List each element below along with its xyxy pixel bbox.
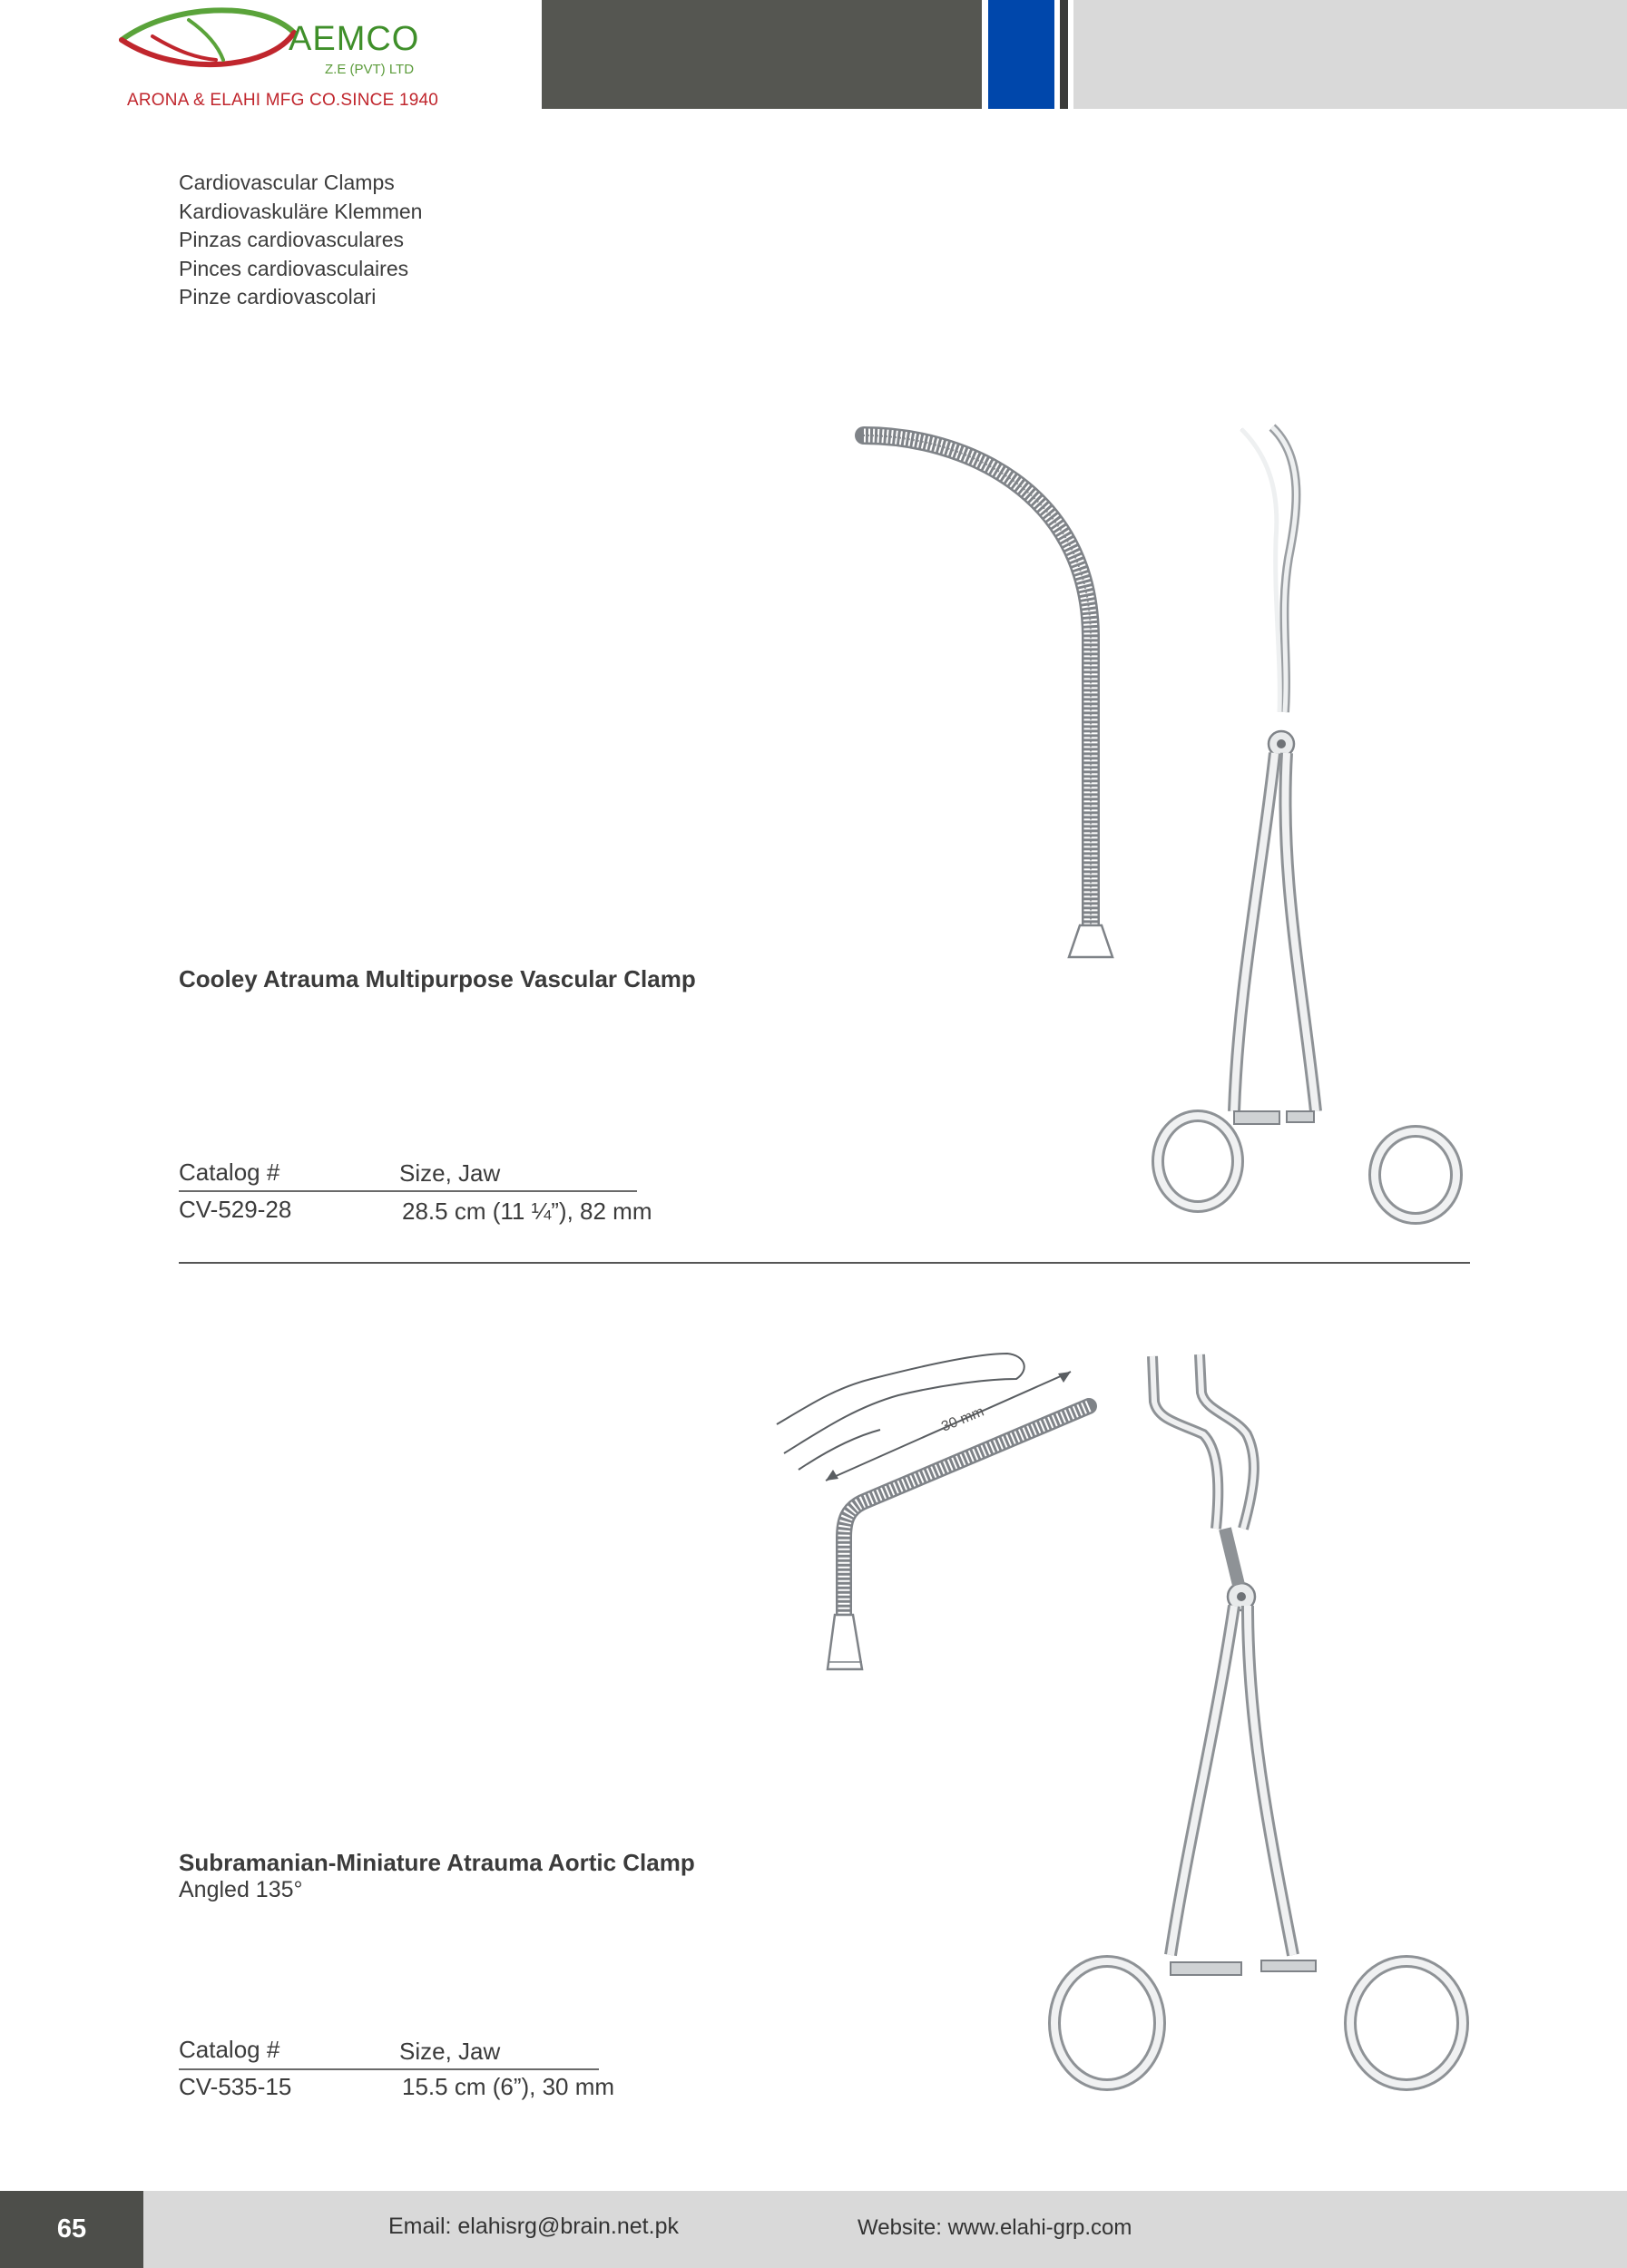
aortic-clamp-illustration-icon <box>1044 1347 1479 2109</box>
jaw-length-label: 30 mm <box>939 1403 986 1435</box>
table-rule <box>179 2068 599 2070</box>
jaw-detail-curved-icon <box>853 417 1116 971</box>
size-value: 28.5 cm (11 ¼”), 82 mm <box>402 1198 652 1225</box>
category-names <box>179 169 422 312</box>
product-title: Cooley Atrauma Multipurpose Vascular Clamp <box>179 965 696 992</box>
footer-website[interactable]: Website: www.elahi-grp.com <box>858 2215 1132 2240</box>
header-bar-light <box>1073 0 1627 109</box>
section-divider <box>179 1262 1470 1264</box>
category-name-de: Kardiovaskuläre Klemmen <box>179 199 423 223</box>
category-name-es: Pinzas cardiovasculares <box>179 228 405 251</box>
category-name-fr: Pinces cardiovasculaires <box>179 256 409 280</box>
product-title: Subramanian-Miniature Atrauma Aortic Clamp <box>179 1849 695 1876</box>
header-bar-dark <box>542 0 982 109</box>
catalog-number: CV-535-15 <box>179 2073 292 2100</box>
size-header: Size, Jaw <box>399 2038 501 2065</box>
header-bar-thin <box>1060 0 1068 109</box>
category-name-it: Pinze cardiovascolari <box>179 285 377 308</box>
catalog-header: Catalog # <box>179 2036 280 2063</box>
product-subtitle: Angled 135° <box>179 1877 303 1902</box>
catalog-header: Catalog # <box>179 1158 280 1186</box>
size-value: 15.5 cm (6”), 30 mm <box>402 2073 615 2100</box>
table-rule <box>179 1190 637 1192</box>
vascular-clamp-illustration-icon <box>1143 422 1470 1225</box>
catalog-number: CV-529-28 <box>179 1196 292 1223</box>
logo-subtitle: Z.E (PVT) LTD <box>325 62 415 77</box>
logo-name: AEMCO <box>289 20 420 58</box>
footer-email[interactable]: Email: elahisrg@brain.net.pk <box>388 2214 679 2239</box>
page-number: 65 <box>0 2191 143 2268</box>
header-bar-blue <box>988 0 1054 109</box>
logo-tagline: ARONA & ELAHI MFG CO.SINCE 1940 <box>127 91 439 110</box>
size-header: Size, Jaw <box>399 1159 501 1187</box>
category-name-en: Cardiovascular Clamps <box>179 171 395 194</box>
